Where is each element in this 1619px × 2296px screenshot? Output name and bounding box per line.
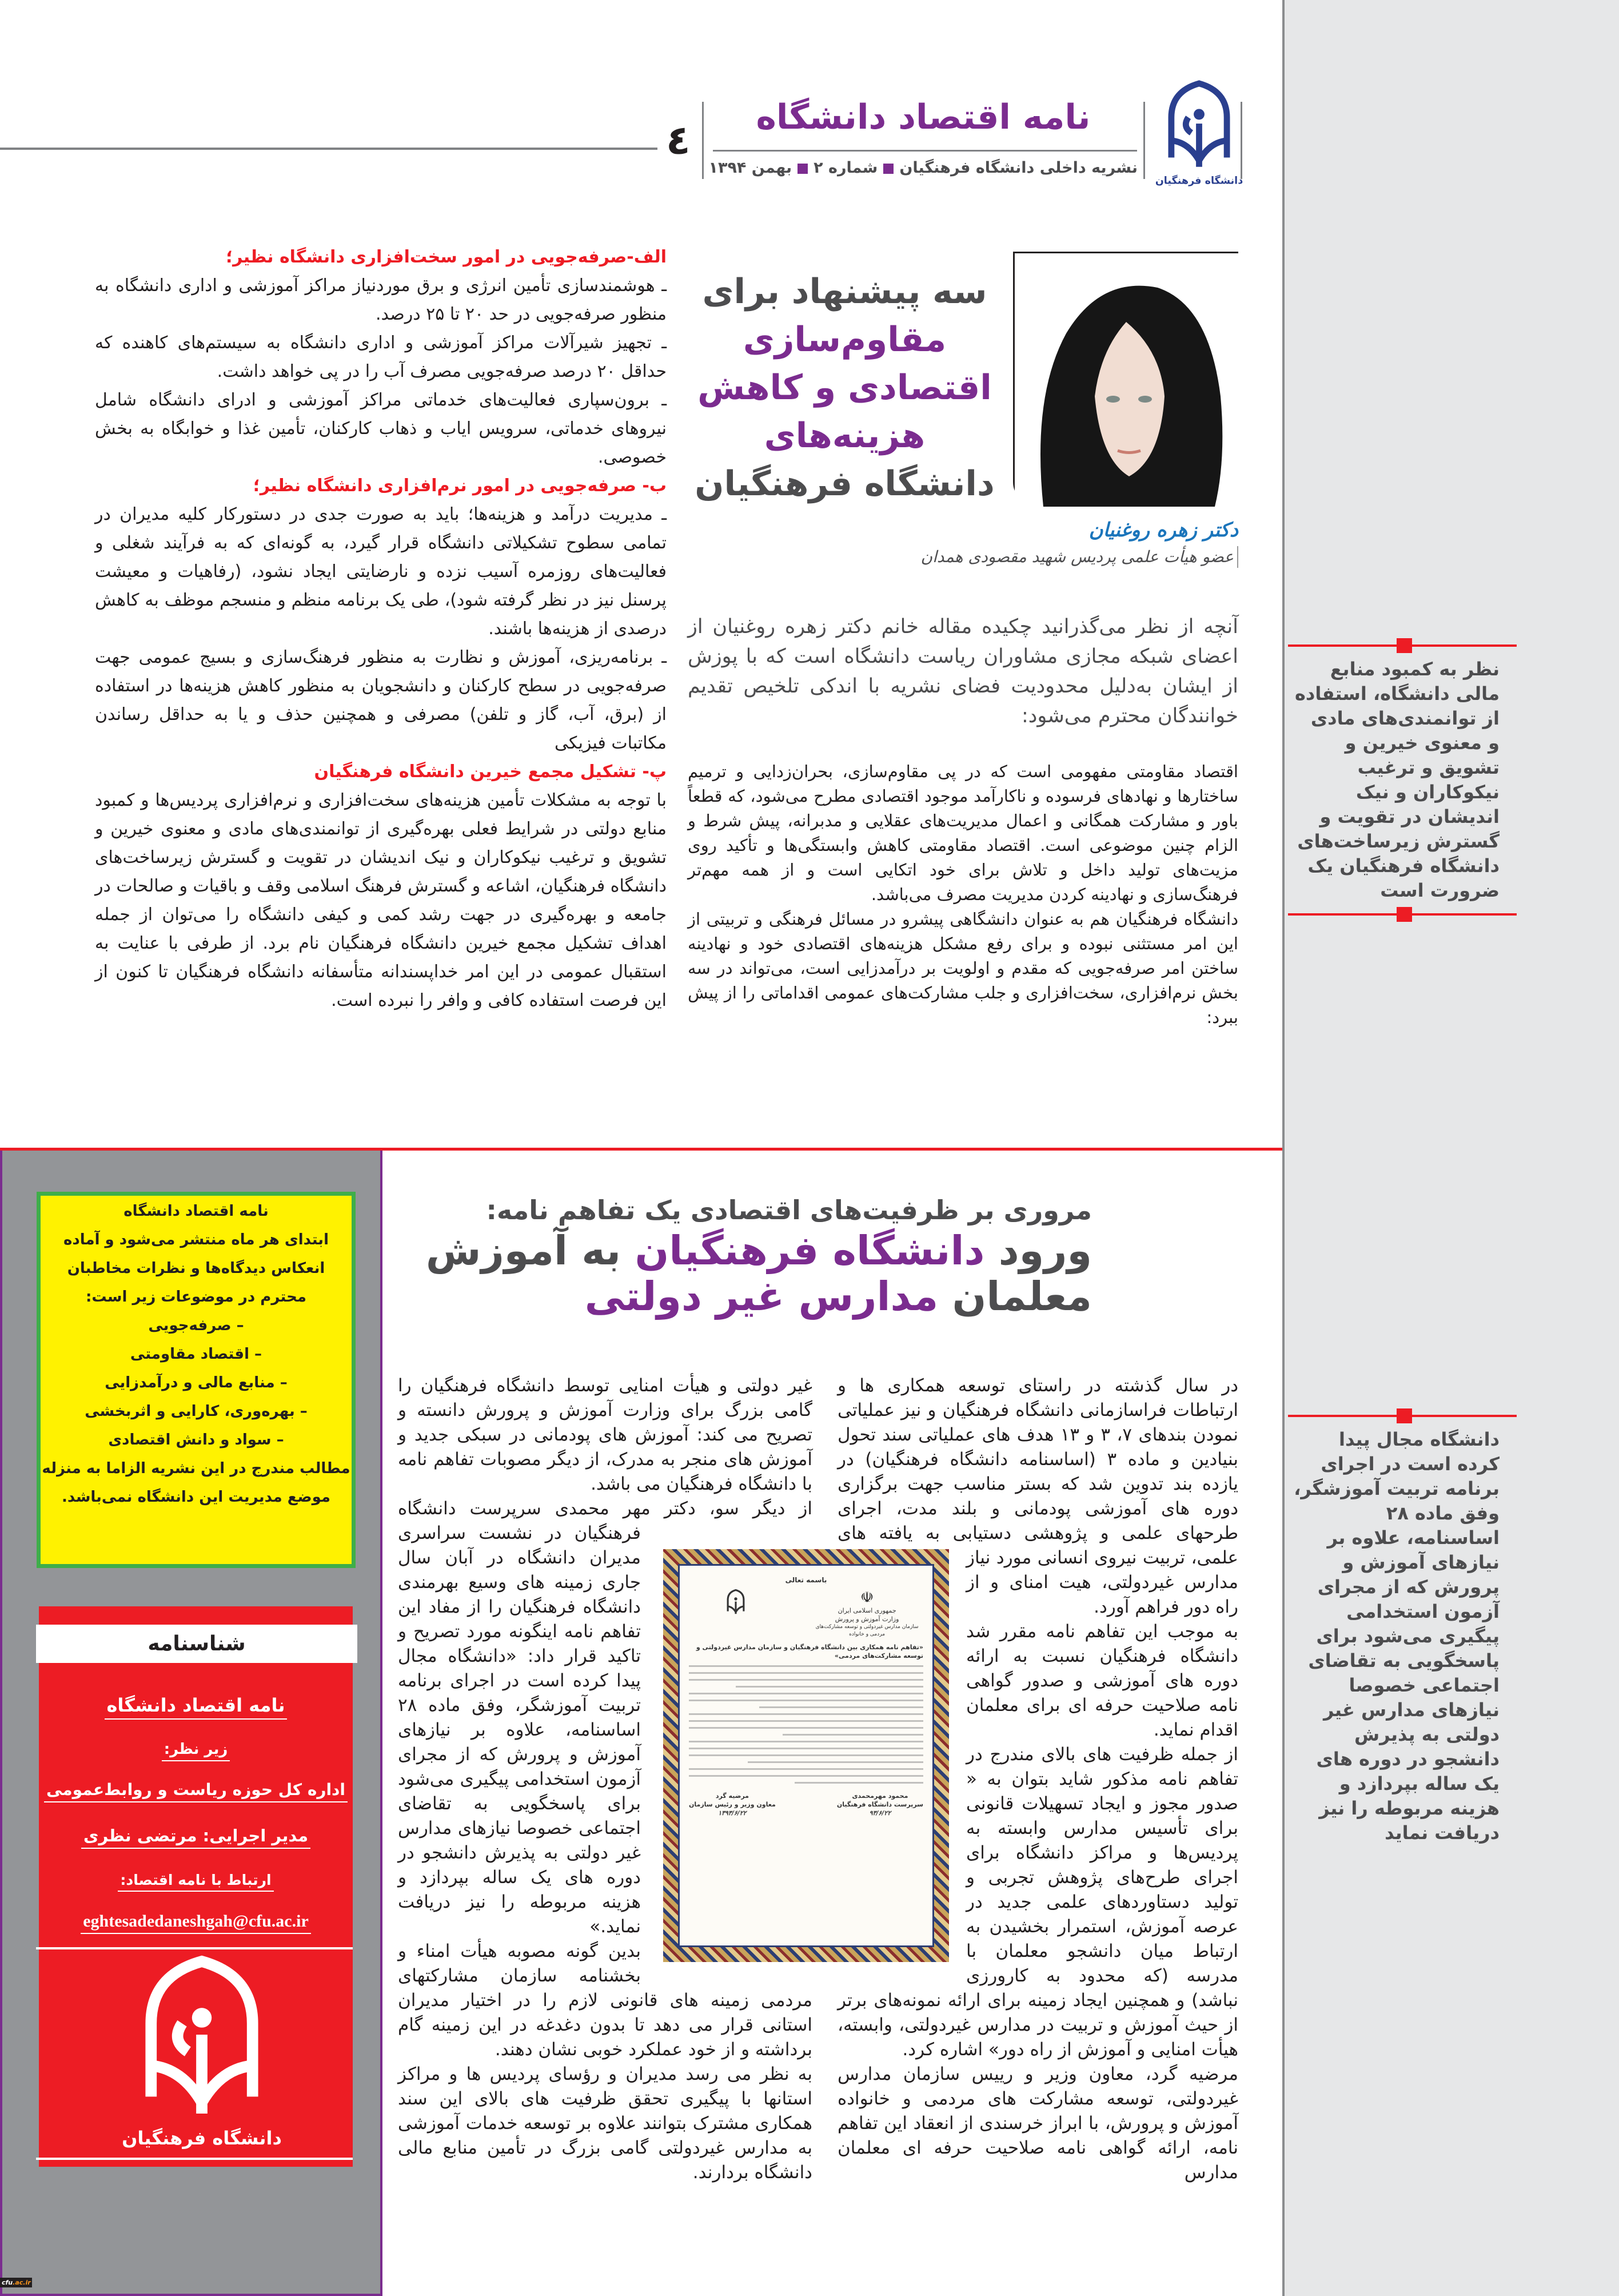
university-logo (122, 1956, 282, 2153)
paragraph: دانشگاه فرهنگیان هم به عنوان دانشگاهی پیشرو در مسائل فرهنگی و تربیتی از این امر مستثنی نبوده و برای رفع مشکل هزینه‌های اقتصادی خود و نهادینه ساختن امر صرفه‌جویی که مقدم و اولویت بر درآمدزایی است، می‌تواند در سه بخش نرم‌افزاری، سخت‌افزاری و جلب مشارکت‌های عمومی اقداماتی را از پیش ببرد: (688, 909, 1238, 1027)
notice-box (37, 1192, 356, 1568)
quote-divider (1288, 913, 1517, 916)
university-logo (1155, 80, 1243, 189)
paragraph: اقتصاد مقاومتی مفهومی است که در پی مقاوم‌سازی، بحران‌زدایی و ترمیم ساختارها و نهادهای فرسوده و ناکارآمد موجود اقتصادی مطرح می‌شود، که قطعاً باور و مشارکت همگانی و اعمال مدیریت‌های عقلایی و مدبرانه، پیش شرط و الزام چنین موضوعی است. اقتصاد مقاومتی کاهش وابستگی‌ها و تأکید روی مزیت‌های تولید داخل و تلاش برای خود اتکایی است و از همه مهم‌تر فرهنگ‌سازی و نهادینه کردن مدیریت مصرف می‌باشد. (688, 762, 1238, 904)
divider (36, 1947, 353, 1949)
notice-topic: – سواد و دانش اقتصادی (108, 1431, 284, 1449)
title-line: اقتصادی و کاهش (697, 368, 992, 408)
emblem-icon: ☫ (860, 1589, 874, 1606)
paragraph: به نظر می رسد مدیران و رؤسای پردیس ها و مراکز استانها با پیگیری تحقق ظرفیت های بالای این سند همکاری مشترک بتوانند علاوه بر توسعه خدمات آموزشی به مدارس غیردولتی گامی بزرگ در تأمین منابع مالی دانشگاه بردارند. (398, 2064, 812, 2183)
paragraph: به موجب این تفاهم نامه مقرر شد دانشگاه فرهنگیان نسبت به ارائه دوره های آموزشی و صدور گواهی نامه صلاحیت حرفه ای برای معلمان اقدام نماید. (966, 1621, 1238, 1740)
quote-divider (1288, 1415, 1517, 1417)
quote-text: دانشگاه مجال پیدا کرده است در اجرای برنامه تربیت آموزشگر، وفق ماده ۲۸ اساسنامه، علاوه بر نیازهای آموزش و پرورش که از مجرای آزمون استخدامی پیگیری می‌شود برای پاسخگویی به تقاضای اجتماعی خصوصا نیازهای مدارس غیر دولتی به پذیرش دانشجو در دوره های یک ساله بپردازد و هزینه مربوطه را نیز دریافت نماید (1294, 1428, 1500, 1844)
masthead-supervisor: اداره کل حوزه ریاست و روابط‌عمومی (39, 1778, 353, 1801)
svg-text:دانشگاه فرهنگیان: دانشگاه فرهنگیان (122, 2127, 282, 2150)
list-item: ـ برنامه‌ریزی، آموزش و نظارت به منظور فرهنگ‌سازی و بسیج عمومی جهت صرفه‌جویی در سطح کارکنان و دانشجویان به منظور کاهش هزینه‌ها در استفاده از (برق، آب، گاز و تلفن) مصرفی و همچنین حذف و یا به حداقل رساندن مکاتبات فیزیکی (95, 647, 667, 753)
list-item: ـ هوشمندسازی تأمین انرژی و برق موردنیاز مراکز آموزشی و اداری دانشگاه به منظور صرفه‌جویی در حد ۲۰ تا ۲۵ درصد. (95, 276, 667, 324)
title-line: مقاوم‌سازی (743, 320, 947, 360)
article-title (683, 268, 1006, 508)
notice-disclaimer: موضع مدیریت این دانشگاه نمی‌باشد. (61, 1489, 331, 1506)
notice-line: محترم در موضوعات زیر است: (86, 1288, 306, 1306)
title-underline (713, 150, 1137, 152)
masthead-contact-label: ارتباط با نامه اقتصاد: (39, 1870, 353, 1891)
divider (1143, 102, 1145, 179)
notice-disclaimer: مطالب مندرج در این نشریه الزاما به منزله (42, 1460, 350, 1477)
cert-header: باسمه تعالی (785, 1576, 827, 1584)
notice-line: انعکاس دیدگاه‌ها و نظرات مخاطبان (67, 1260, 325, 1277)
notice-topic: – صرفه‌جویی (148, 1317, 244, 1334)
paragraph: بدین گونه مصوبه هیأت امناء و بخشنامه سازمان مشارکتهای مردمی زمینه های قانونی لازم را در اختیار مدیران استانی قرار می دهد تا بدون دغدغه در این زمینه گام برداشته و از خود عملکرد خوبی نشان دهند. (398, 1941, 812, 2060)
contact-email-link[interactable]: eghtesadedaneshgah@cfu.ac.ir (39, 1910, 353, 1933)
notice-line: ابتدای هر ماه منتشر می‌شود و آماده (63, 1231, 329, 1248)
author-affiliation: عضو هیأت علمی پردیس شهید مقصودی همدان (875, 546, 1238, 568)
paragraph: از دیگر سو، دکتر مهر محمدی سرپرست دانشگاه فرهنگیان در نشست سراسری مدیران دانشگاه در آبان سال جاری زمینه های وسیع بهرمندی دانشگاه فرهنگیان را از مفاد این تفاهم نامه اینگونه مورد تصریح و تاکید قرار داد: «دانشگاه مجال پیدا کرده است در اجرای برنامه تربیت آموزشگر، وفق ماده ۲۸ اساسنامه، علاوه بر نیازهای آموزش و پرورش که از مجرای آزمون استخدامی پیگیری می‌شود برای پاسخگویی به تقاضای اجتماعی خصوصا نیازهای مدارس غیر دولتی به پذیرش دانشجو در دوره های یک ساله بپردازد و هزینه مربوطه را نیز دریافت نماید.» (398, 1498, 812, 1937)
header-rule (0, 148, 657, 150)
author-name: دکتر زهره روغنیان (1088, 519, 1238, 542)
svg-text:دانشگاه فرهنگیان: دانشگاه فرهنگیان (1155, 175, 1243, 187)
list-item: ـ مدیریت درآمد و هزینه‌ها؛ باید به صورت جدی در دستورکار کلیه مدیران در تمامی سطوح تشکیلاتی دانشگاه قرار گیرد، به گونه‌ای که به فرآیند شغلی و فعالیت‌های روزمره آسیب نزده و نارضایتی ایجاد نشود، (رفاهیات و معیشت پرسنل نیز در نظر گرفته شود)، طی یک برنامه منظم و منسجم موظف به کاهش درصدی از هزینه‌ها باشند. (95, 504, 667, 639)
paragraph: در سال گذشته در راستای توسعه همکاری ها و ارتباطات فراسازمانی دانشگاه فرهنگیان و نیز عملیاتی نمودن بندهای ۷، ۳ و ۱۳ هدف های عملیاتی سند تحول بنیادین و ماده ۳ (اساسنامه دانشگاه فرهنگیان) در یازده بند تدوین شد که بستر مناسب جهت برگزاری دوره های آموزشی پودمانی و بلند مدت، اجرای طرحهای علمی و پژوهشی دستیابی به یافته های علمی، تربیت نیروی انسانی مورد نیاز مدارس غیردولتی، هیت امنای و از راه دور فراهم آورد. (838, 1375, 1239, 1617)
paragraph: مرضیه گرد، معاون وزیر و رییس سازمان مدارس غیردولتی، توسعه مشارکت های مردمی و خانواده آموزش و پرورش، با ابراز خرسندی از انعقاد این تفاهم نامه، ارائه گواهی نامه صلاحیت حرفه ای معلمان مدارس (838, 2064, 1238, 2183)
article-intro: آنچه از نظر می‌گذرانید چکیده مقاله خانم دکتر زهره روغنیان از اعضای شبکه مجازی مشاوران ریاست دانشگاه است که با پوزش از ایشان به‌دلیل محدودیت فضای نشریه با اندکی تلخیص تقدیم خوانندگان محترم می‌شود: (688, 615, 1238, 727)
notice-topic: – منابع مالی و درآمدزایی (105, 1374, 288, 1391)
masthead-heading: شناسنامه (36, 1625, 357, 1663)
page-number: ٤ (666, 117, 691, 164)
section-heading: الف-صرفه‌جویی در امور سخت‌افزاری دانشگاه نظیر؛ (226, 247, 667, 267)
title-line: سه پیشنهاد برای (702, 272, 987, 312)
article-title: ورود دانشگاه فرهنگیان به آموزش معلمان مدارس غیر دولتی (425, 1227, 1092, 1320)
subtitle-date: بهمن ۱۳۹۴ (708, 159, 792, 177)
author-photo (1013, 252, 1238, 505)
square-bullet-icon (883, 164, 894, 174)
signature-block: محمود مهرمحمدی سرپرست دانشگاه فرهنگیان ۹۳/۶/۲۲ (836, 1792, 923, 1817)
paragraph: از جمله ظرفیت های بالای مندرج در تفاهم نامه مذکور شاید بتوان به « صدور مجوز و ایجاد تسهیلات قانونی برای تأسیس مدارس وابسته به پردیس‌ها و مراکز دانشگاه برای اجرای طرح‌های پژوهش تجربی و تولید دستاوردهای علمی جدید در عرصه آموزش، استمرار بخشیدن به ارتباط میان دانشجو معلمان با مدرسه (که محدود به کارورزی نباشد) و همچنین ایجاد زمینه برای ارائه نمونه‌های برتر از حیث آموزش و تربیت در مدارس غیردولتی، وابسته، هیأت امنایی و آموزش از راه دور» اشاره کرد. (838, 1744, 1238, 2060)
section-heading: پ- تشکیل مجمع خیرین دانشگاه فرهنگیان (314, 762, 667, 782)
list-item: ـ تجهیز شیرآلات مراکز آموزشی و اداری دانشگاه به سیستم‌های کاهنده که حداقل ۲۰ درصد صرفه‌جویی مصرف آب را در پی خواهد داشت. (95, 333, 667, 381)
list-item: با توجه به مشکلات تأمین هزینه‌های سخت‌افزاری و نرم‌افزاری پردیس‌ها و کمبود منابع دولتی در شرایط فعلی بهره‌گیری از توانمندی‌های مادی و معنوی خیرین و تشویق و ترغیب نیکوکاران و نیک اندیشان در تقویت و گسترش زیرساخت‌های دانشگاه فرهنگیان، اشاعه و گسترش فرهنگ اسلامی وقف و باقیات و صالحات در جامعه و بهره‌گیری در جهت رشد کمی و کیفی دانشگاه را می‌توان از جمله اهداف تشکیل مجمع خیرین دانشگاه فرهنگیان نام برد. از طرفی با عنایت به استقبال عمومی در این امر خداپسندانه متأسفانه دانشگاه فرهنگیان تا کنون از این فرصت استفاده کافی و وافر را نبرده است. (95, 790, 667, 1010)
quote-text: نظر به کمبود منابع مالی دانشگاه، استفاده از توانمندی‌های مادی و معنوی خیرین و تشویق و ترغیب نیکوکاران و نیک اندیشان در تقویت و گسترش زیرساخت‌های دانشگاه فرهنگیان یک ضرورت است (1295, 658, 1500, 901)
portrait-image (1015, 253, 1240, 507)
divider (1241, 102, 1242, 179)
university-logo-icon (122, 1956, 282, 2153)
title-line: هزینه‌های (764, 416, 926, 456)
article-text (688, 612, 1238, 1030)
sidebar (1282, 0, 1619, 2296)
article-body (688, 759, 1238, 1030)
title-line: دانشگاه فرهنگیان (695, 464, 995, 504)
signature-block: مرضیه گرد معاون وزیر و رئیس سازمان ۱۳۹۳/۶/۲۲ (689, 1792, 776, 1817)
subtitle-publisher: نشریه داخلی دانشگاه فرهنگیان (899, 159, 1138, 177)
paragraph: غیر دولتی و هیأت امنایی توسط دانشگاه فرهنگیان را گامی بزرگ برای وزارت آموزش و پرورش دانسته و تصریح می کند: آموزش های پودمانی در سبکی جدید و آموزش های منجر به مدرک، از دیگر مصوبات تفاهم نامه با دانشگاه فرهنگیان می باشد. (398, 1375, 812, 1494)
pull-quote (1288, 644, 1517, 916)
university-logo-icon (1155, 80, 1243, 189)
notice-title: نامه اقتصاد دانشگاه (123, 1203, 269, 1220)
subtitle-issue: شماره ۲ (814, 159, 878, 177)
quote-divider (1288, 644, 1517, 647)
notice-topic: – اقتصاد مقاومتی (130, 1346, 262, 1363)
publication-title: نامه اقتصاد دانشگاه (756, 97, 1091, 137)
list-item: ـ برون‌سپاری فعالیت‌های خدماتی مراکز آموزشی و ادرای دانشگاه شامل نیروهای خدماتی، سرویس ایاب و ذهاب کارکنان، تأمین غذا و خوابگاه به بخش خصوصی. (95, 390, 667, 467)
agreement-document-image: باسمه تعالی ☫ جمهوری اسلامی ایران وزارت آموزش و پرورش سازمان مدارس غیردولتی و توسعه مشارکت‌های مردمی و خانواده «تفاهم نامه همکاری بین دانشگاه فرهنگیان و سازمان مدارس غیردولتی و توسعه مشارکت‌های مردمی» محمود مهرمحمدی سرپرست دانشگاه فرهنگیان ۹۳/۶/۲۲ مرضیه گرد معاون وزیر و رئیس سازمان ۱۳۹۳/۶/۲۲ (663, 1549, 949, 1962)
publication-subtitle (709, 158, 1138, 178)
masthead-publication: نامه اقتصاد دانشگاه (39, 1693, 353, 1718)
square-bullet-icon (797, 164, 808, 174)
section-heading: ب- صرفه‌جویی در امور نرم‌افزاری دانشگاه نظیر؛ (253, 476, 667, 496)
cert-heading: «تفاهم نامه همکاری بین دانشگاه فرهنگیان و سازمان مدارس غیردولتی و توسعه مشارکت‌های مردمی» (696, 1644, 923, 1660)
masthead-executive: مدیر اجرایی: مرتضی نظری (39, 1824, 353, 1847)
suggestions-column (95, 243, 667, 1015)
article-kicker: مروری بر ظرفیت‌های اقتصادی یک تفاهم نامه: (486, 1195, 1092, 1225)
pull-quote (1288, 1415, 1517, 1856)
notice-topic: – بهره‌وری، کارایی و اثربخشی (85, 1403, 308, 1420)
watermark: cfu.ac.ir (0, 2278, 32, 2287)
article-header (394, 1192, 1092, 1319)
masthead-supervision-label: زیر نظر: (39, 1738, 353, 1760)
university-logo-icon (724, 1589, 747, 1620)
divider (36, 2158, 353, 2160)
divider (702, 102, 704, 179)
